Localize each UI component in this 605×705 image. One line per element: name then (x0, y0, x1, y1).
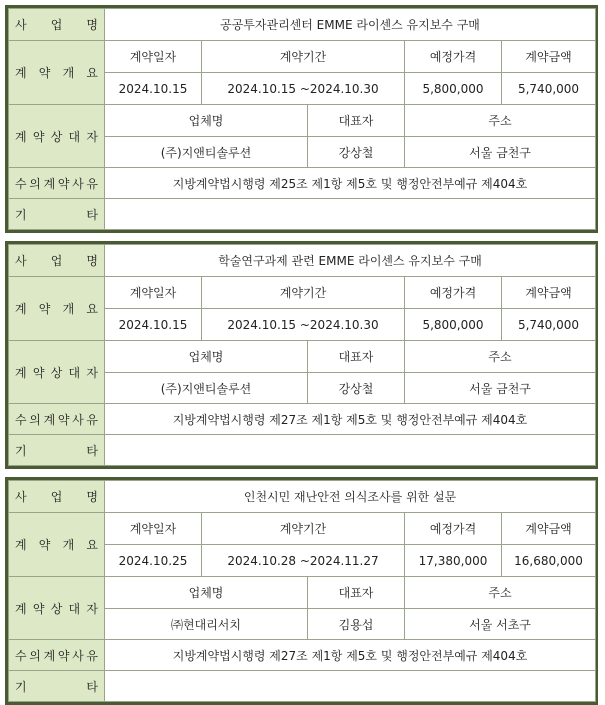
label-text-project (15, 16, 98, 33)
label-text-summary (15, 64, 98, 81)
label-char: 약 (57, 648, 70, 663)
label-counterparty (9, 341, 105, 404)
representative-name: 강상철 (308, 137, 405, 168)
label-char: 약 (57, 176, 70, 191)
label-char: 기 (15, 443, 27, 458)
label-char: 약 (57, 412, 70, 427)
contract-date: 2024.10.15 (105, 73, 202, 105)
label-char: 의 (29, 176, 41, 191)
label-char: 개 (62, 538, 75, 552)
label-char: 대 (68, 365, 81, 380)
label-summary (9, 513, 105, 577)
representative-name: 강상철 (308, 373, 405, 404)
estimated-price: 5,800,000 (405, 309, 502, 341)
reason-text: 지방계약법시행령 제25조 제1항 제5호 및 행정안전부예규 제404호 (105, 168, 596, 199)
label-char: 의 (29, 412, 41, 427)
label-char: 타 (86, 679, 98, 694)
label-counterparty (9, 577, 105, 640)
label-char: 사 (72, 412, 84, 427)
header-company: 업체명 (105, 105, 308, 137)
label-char: 대 (68, 601, 81, 616)
contract-period: 2024.10.28 ~2024.11.27 (202, 545, 405, 577)
header-contract-period: 계약기간 (202, 41, 405, 73)
label-text-counterparty (15, 600, 98, 617)
label-text-counterparty (15, 364, 98, 381)
label-char: 자 (86, 365, 98, 380)
header-company: 업체명 (105, 577, 308, 609)
project-name: 인천시민 재난안전 의식조사를 위한 설문 (105, 481, 596, 513)
contract-amount: 5,740,000 (502, 73, 596, 105)
header-address: 주소 (405, 341, 596, 373)
label-char: 기 (15, 207, 27, 222)
contract-date: 2024.10.15 (105, 309, 202, 341)
label-char: 약 (32, 365, 45, 380)
etc-text (105, 435, 596, 466)
label-char: 계 (43, 176, 56, 191)
header-representative: 대표자 (308, 105, 405, 137)
label-char: 사 (15, 18, 27, 32)
label-char: 상 (50, 129, 63, 144)
label-char: 업 (50, 254, 63, 268)
label-reason (9, 404, 105, 435)
label-char: 사 (15, 254, 27, 268)
estimated-price: 17,380,000 (405, 545, 502, 577)
label-char: 약 (38, 66, 51, 80)
contract-table-1 (5, 5, 598, 233)
label-char: 계 (15, 365, 27, 380)
header-estimated-price: 예정가격 (405, 41, 502, 73)
label-char: 타 (86, 207, 98, 222)
label-text-summary (15, 536, 98, 553)
label-char: 유 (86, 412, 98, 427)
label-char: 요 (86, 538, 98, 552)
label-char: 타 (86, 443, 98, 458)
label-char: 자 (86, 129, 98, 144)
label-text-project (15, 488, 98, 505)
header-contract-amount: 계약금액 (502, 277, 596, 309)
label-char: 계 (43, 412, 56, 427)
label-char: 계 (15, 601, 27, 616)
label-char: 개 (62, 302, 75, 316)
label-char: 명 (86, 490, 98, 504)
label-reason (9, 640, 105, 671)
label-text-etc (15, 678, 98, 695)
contract-period: 2024.10.15 ~2024.10.30 (202, 73, 405, 105)
contract-table-3 (5, 477, 598, 705)
label-text-reason (15, 175, 98, 192)
label-project (9, 9, 105, 41)
header-estimated-price: 예정가격 (405, 513, 502, 545)
contract-date: 2024.10.25 (105, 545, 202, 577)
header-contract-date: 계약일자 (105, 513, 202, 545)
header-address: 주소 (405, 577, 596, 609)
header-contract-amount: 계약금액 (502, 41, 596, 73)
header-representative: 대표자 (308, 577, 405, 609)
label-char: 대 (68, 129, 81, 144)
label-char: 수 (15, 412, 27, 427)
label-counterparty (9, 105, 105, 168)
label-text-reason (15, 647, 98, 664)
company-address: 서울 서초구 (405, 609, 596, 640)
company-name: ㈜현대리서치 (105, 609, 308, 640)
label-etc (9, 435, 105, 466)
header-contract-amount: 계약금액 (502, 513, 596, 545)
label-char: 요 (86, 302, 98, 316)
label-text-reason (15, 411, 98, 428)
label-char: 의 (29, 648, 41, 663)
label-text-counterparty (15, 128, 98, 145)
estimated-price: 5,800,000 (405, 73, 502, 105)
label-char: 사 (72, 176, 84, 191)
label-char: 명 (86, 18, 98, 32)
label-etc (9, 199, 105, 230)
label-char: 사 (15, 490, 27, 504)
label-char: 계 (15, 302, 27, 316)
label-char: 유 (86, 176, 98, 191)
contract-amount: 16,680,000 (502, 545, 596, 577)
company-address: 서울 금천구 (405, 137, 596, 168)
project-name: 학술연구과제 관련 EMME 라이센스 유지보수 구매 (105, 245, 596, 277)
header-estimated-price: 예정가격 (405, 277, 502, 309)
label-char: 계 (15, 538, 27, 552)
label-text-etc (15, 206, 98, 223)
header-representative: 대표자 (308, 341, 405, 373)
company-name: (주)지앤티솔루션 (105, 373, 308, 404)
label-char: 약 (32, 129, 45, 144)
label-char: 계 (15, 66, 27, 80)
label-project (9, 245, 105, 277)
label-char: 상 (50, 601, 63, 616)
label-char: 명 (86, 254, 98, 268)
label-char: 자 (86, 601, 98, 616)
etc-text (105, 199, 596, 230)
header-contract-period: 계약기간 (202, 277, 405, 309)
label-char: 개 (62, 66, 75, 80)
representative-name: 김용섭 (308, 609, 405, 640)
contract-period: 2024.10.15 ~2024.10.30 (202, 309, 405, 341)
header-company: 업체명 (105, 341, 308, 373)
label-char: 요 (86, 66, 98, 80)
header-contract-date: 계약일자 (105, 41, 202, 73)
label-text-project (15, 252, 98, 269)
etc-text (105, 671, 596, 702)
reason-text: 지방계약법시행령 제27조 제1항 제5호 및 행정안전부예규 제404호 (105, 404, 596, 435)
label-char: 업 (50, 18, 63, 32)
contract-amount: 5,740,000 (502, 309, 596, 341)
label-text-etc (15, 442, 98, 459)
label-char: 사 (72, 648, 84, 663)
label-char: 약 (38, 302, 51, 316)
label-summary (9, 277, 105, 341)
company-name: (주)지앤티솔루션 (105, 137, 308, 168)
project-name: 공공투자관리센터 EMME 라이센스 유지보수 구매 (105, 9, 596, 41)
contract-table-2 (5, 241, 598, 469)
label-char: 수 (15, 648, 27, 663)
label-char: 상 (50, 365, 63, 380)
label-project (9, 481, 105, 513)
label-char: 계 (15, 129, 27, 144)
reason-text: 지방계약법시행령 제27조 제1항 제5호 및 행정안전부예규 제404호 (105, 640, 596, 671)
label-char: 계 (43, 648, 56, 663)
label-char: 수 (15, 176, 27, 191)
label-char: 기 (15, 679, 27, 694)
header-contract-date: 계약일자 (105, 277, 202, 309)
label-char: 약 (32, 601, 45, 616)
header-address: 주소 (405, 105, 596, 137)
company-address: 서울 금천구 (405, 373, 596, 404)
label-etc (9, 671, 105, 702)
label-reason (9, 168, 105, 199)
header-contract-period: 계약기간 (202, 513, 405, 545)
label-char: 유 (86, 648, 98, 663)
label-text-summary (15, 300, 98, 317)
label-char: 업 (50, 490, 63, 504)
label-char: 약 (38, 538, 51, 552)
label-summary (9, 41, 105, 105)
